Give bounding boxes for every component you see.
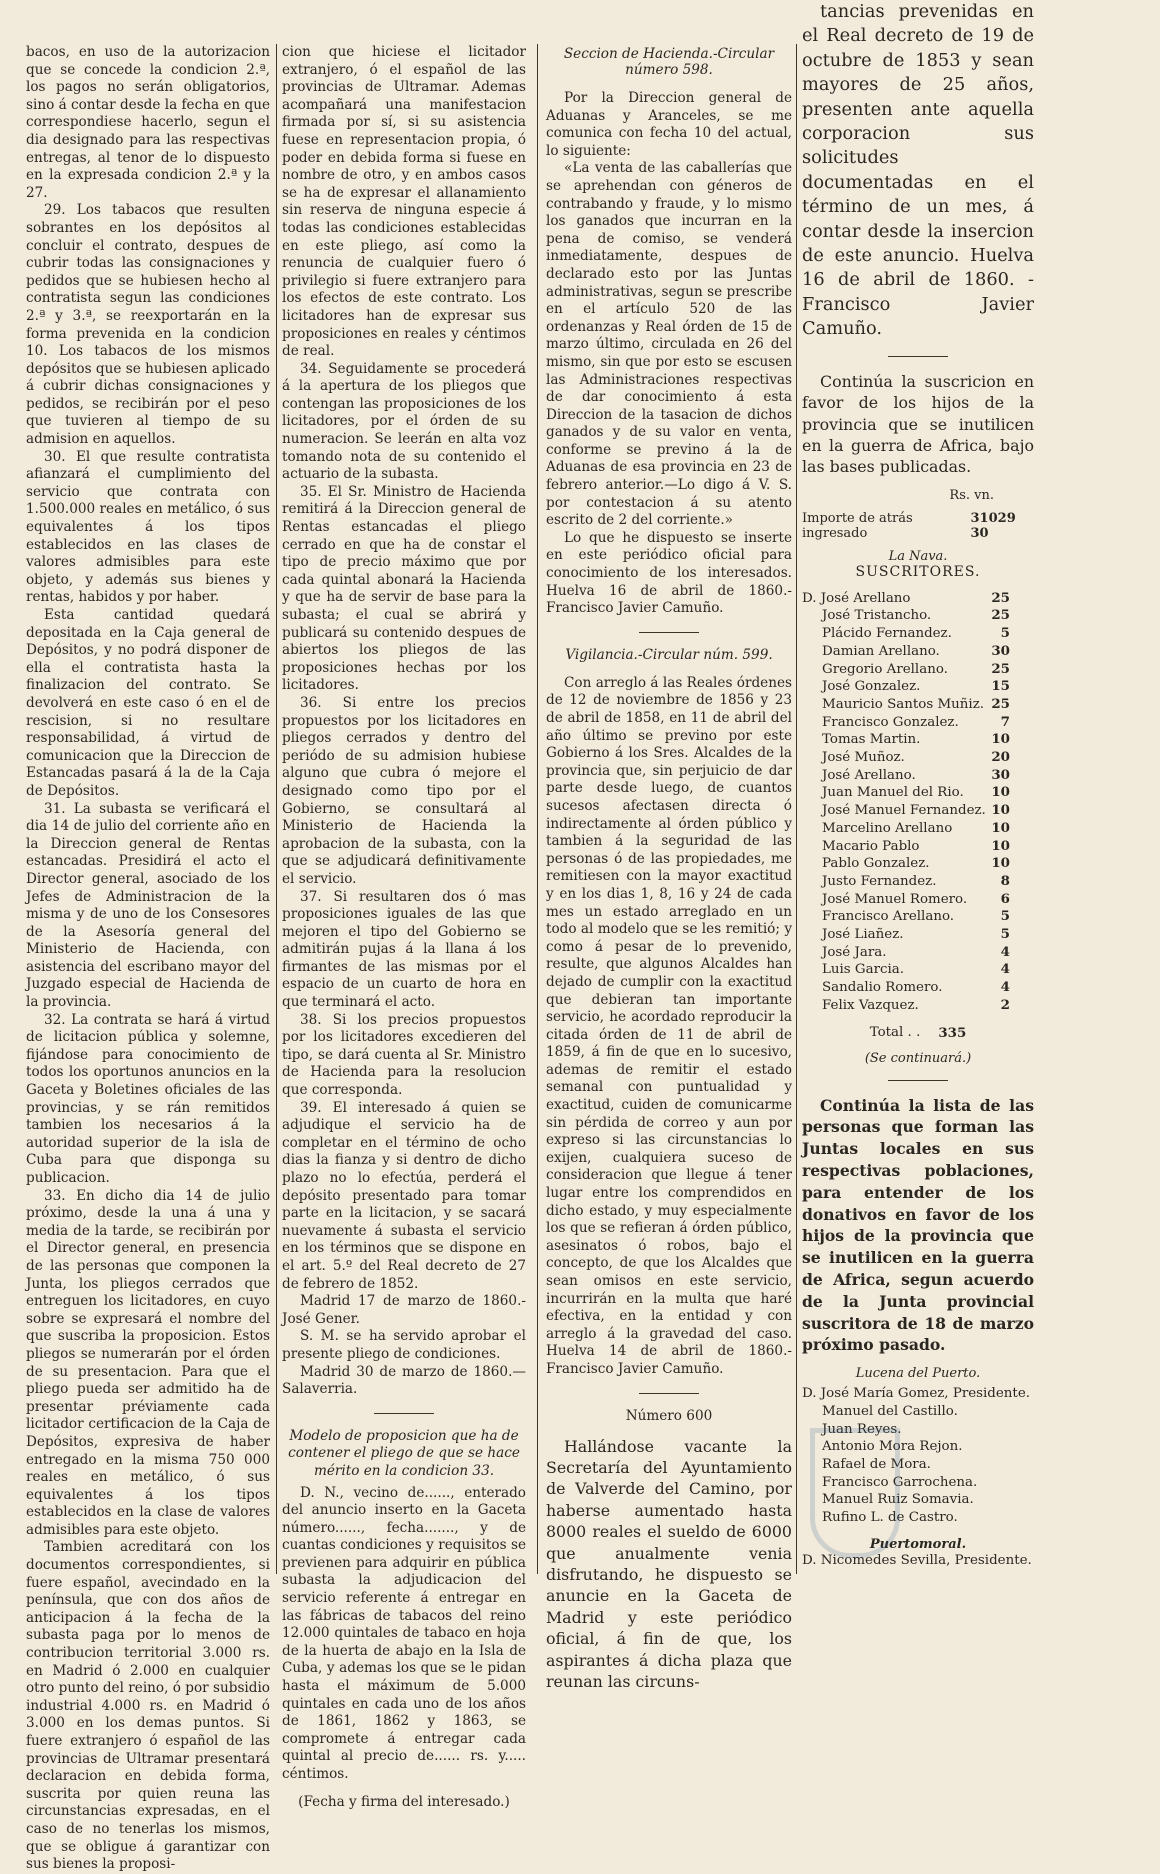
subscriber-amount: 25: [991, 695, 1010, 712]
subscriber-row: [802, 997, 1034, 1015]
archive-watermark: [810, 1418, 1110, 1578]
subscriber-name: José Muñoz.: [822, 750, 905, 766]
subscriber-row: [802, 908, 1034, 926]
subscriber-row: [802, 961, 1034, 979]
subscriber-name: José Manuel Romero.: [822, 891, 968, 907]
importe-label: Importe de atrás ingresado: [802, 510, 913, 541]
subscriber-row: [802, 643, 1034, 661]
paragraph: Esta cantidad quedará depositada en la Caja general de Depósitos, y no podrá disponer de ella el contratista hasta la finalizacion del contrato. Se devolverá en este caso ó en el de rescision, si no resultare responsabilidad, á virtud de comunicacion que la Direccion de Estancadas pasará á la de la Caja de Depósitos.: [26, 607, 270, 799]
subscriber-amount: 10: [991, 802, 1010, 819]
subscriber-amount: 5: [1000, 908, 1010, 925]
subscriber-row: [802, 802, 1034, 820]
subscriber-amount: 4: [1000, 979, 1010, 996]
subscriber-row: [802, 855, 1034, 873]
subscriber-amount: 10: [991, 731, 1010, 748]
subscriber-amount: 10: [991, 784, 1010, 801]
subscriber-amount: 25: [991, 607, 1010, 624]
subscriber-amount: 15: [991, 678, 1010, 695]
junta-member: Manuel Ruiz Somavia.: [822, 1492, 974, 1508]
paragraph: 34. Seguidamente se procederá á la apertura de los pliegos que contengan las proposiciones de los licitadores, por el órden de su numeracion. Se leerán en alta voz tomando nota de su contenido el actuario de la subasta.: [282, 360, 526, 483]
divider: [639, 1393, 699, 1394]
subscriber-name: D. José Arellano: [802, 590, 911, 606]
subscriber-name: José Gonzalez.: [822, 679, 921, 695]
subscribers-list: [802, 590, 1034, 1015]
paragraph: Continúa la suscricion en favor de los hijos de la provincia que se inutilicen en la guerra de Africa, bajo las bases publicadas.: [802, 371, 1034, 477]
subscriber-name: Mauricio Santos Muñiz.: [822, 696, 985, 712]
paragraph: Continúa la lista de las personas que forman las Juntas locales en sus respectivas poblaciones, para entender de los donativos en favor de los hijos de la provincia que se inutilicen en la guerra de Africa, segun acuerdo de la Junta provincial suscritora de 18 de marzo próximo pasado.: [802, 1095, 1034, 1355]
subscriber-name: José Manuel Fernandez.: [822, 803, 986, 819]
paragraph: D. N., vecino de......, enterado del anuncio inserto en la Gaceta número......, fecha......., y de cuantas condiciones y requisitos se previenen para adquirir en pública subasta la adjudicacion del servicio referente á entregar en las fábricas de tabacos del reino 12.000 quintales de tabaco en hoja de la huerta de abajo en la Isla de Cuba, y ademas los que se le pidan hasta el máximum de 5.000 quintales en cada uno de los años de 1861, 1862 y 1863, se compromete á entregar cada quintal al precio de...... rs. y..... céntimos.: [282, 1484, 526, 1782]
column-rule: [276, 44, 277, 1574]
subscriber-amount: 4: [1000, 961, 1010, 978]
paragraph: bacos, en uso de la autorizacion que se concede la condicion 2.ª, los pagos no serán obligatorios, sino á contar desde la fecha en que correspondiese hacerlo, segun el dia designado para las respectivas entregas, al tenor de lo dispuesto en la expresada condicion 2.ª y la 27.: [26, 44, 271, 201]
subscriber-amount: 10: [991, 819, 1010, 836]
junta-member: Rufino L. de Castro.: [822, 1510, 958, 1526]
subscriber-row: [802, 749, 1034, 767]
junta-member: Francisco Garrochena.: [822, 1474, 978, 1490]
paragraph: cion que hiciese el licitador extranjero, ó el español de las provincias de Ultramar. Ademas acompañará una manifestacion firmada por sí, si su asistencia fuese en representacion propia, ó poder en debida forma si fuese en nombre de otro, y en ambos casos se ha de expresar el allanamiento sin reserva de ninguna especie á todas las condiciones establecidas en este pliego, así como la renuncia de cualquier fuero ó privilegio si fuere extranjero para los efectos de este contrato. Los licitadores han de expresar sus proposiciones en reales y céntimos de real.: [282, 44, 526, 360]
subscriber-name: Francisco Gonzalez.: [822, 714, 959, 730]
junta-member: Antonio Mora Rejon.: [822, 1439, 963, 1455]
subscriber-row: [802, 590, 1034, 608]
currency-label: Rs. vn.: [949, 487, 994, 503]
continued-note: (Se continuará.): [864, 1050, 972, 1066]
subscriber-row: [802, 731, 1034, 749]
junta-member: D. Nicomedes Sevilla, Presidente.: [802, 1552, 1032, 1568]
subscriber-row: [802, 784, 1034, 802]
importe-row: [802, 511, 1034, 541]
subscriber-name: Luis Garcia.: [822, 962, 905, 978]
paragraph: 31. La subasta se verificará el dia 14 de julio del corriente año en la Direccion general de Rentas estancadas. Presidirá el acto el Director general, asociado de los Jefes de Administracion de la misma y de uno de los Consesores de la Asesoría general del Ministerio de Hacienda, con asistencia del escribano mayor del Juzgado especial de Hacienda de la provincia.: [26, 800, 270, 1011]
junta-member: Manuel del Castillo.: [822, 1403, 958, 1419]
importe-value: 31029 30: [970, 510, 1016, 541]
subscriber-name: José Tristancho.: [822, 608, 932, 624]
subscriber-name: Pablo Gonzalez.: [822, 856, 930, 872]
subscriber-name: Tomas Martin.: [822, 732, 921, 748]
subscriber-name: Justo Fernandez.: [822, 873, 937, 889]
subscriber-row: [802, 714, 1034, 732]
subscriber-amount: 2: [1000, 996, 1010, 1013]
subscribers-title: SUSCRITORES.: [855, 563, 981, 580]
paragraph: 39. El interesado á quien se adjudique el servicio ha de completar en el término de ocho dias la fianza y si dentro de dicho plazo no lo efectúa, perderá el depósito presentado para tomar parte en la licitacion, y se sacará nuevamente á subasta el servicio en los términos que se dispone en el art. 5.º del Real decreto de 27 de febrero de 1852.: [282, 1099, 526, 1292]
subscriber-name: Gregorio Arellano.: [822, 661, 948, 677]
paragraph: Tambien acreditará con los documentos correspondientes, si fuere español, avecindado en la península, que con dos años de anticipacion á la fecha de la subasta paga por lo menos de contribucion territorial 3.000 rs. en Madrid ó 2.000 en cualquier otro punto del reino, ó por subsidio industrial 4.000 rs. en Madrid ó 3.000 en los demas puntos. Si fuere extranjero ó español de las provincias de Ultramar presentará declaracion en debida forma, suscrita por quien reuna las circunstancias expresadas, en el caso de no tenerlas los mismos, que se obligue á garantizar con sus bienes la proposi-: [26, 1539, 270, 1873]
subscriber-amount: 20: [991, 749, 1010, 766]
total-value: 335: [938, 1024, 967, 1041]
subscriber-amount: 5: [1000, 625, 1010, 642]
paragraph: 36. Si entre los precios propuestos por los licitadores en pliegos cerrados y dentro del periódo de su admision hubiese alguno que cubra ó mejore el designado como tipo por el Gobierno, se consultará al Ministerio de Hacienda la aprobacion de la subasta, con la que se adjudicará definitivamente el servicio.: [282, 694, 526, 887]
subscriber-amount: 25: [991, 589, 1010, 606]
subscriber-row: [802, 625, 1034, 643]
subscriber-row: [802, 838, 1034, 856]
paragraph: 29. Los tabacos que resulten sobrantes en los depósitos al concluir el contrato, despues de cubrir todas las consignaciones y pedidos que se hubiesen hecho al contratista segun las condiciones 2.ª y 3.ª, se reexportarán en la forma prevenida en la condicion 10. Los tabacos de los mismos depósitos que se hubiesen aplicado á cubrir dichas consignaciones y pedidos, se recibirán por el peso que tuvieren al tiempo de su admision en aquellos.: [26, 202, 270, 448]
subscriber-row: [802, 607, 1034, 625]
subscriber-amount: 7: [1000, 713, 1010, 730]
subscriber-row: [802, 873, 1034, 891]
paragraph: (Fecha y firma del interesado.): [298, 1793, 510, 1810]
signature: Madrid 17 de marzo de 1860.-José Gener.: [282, 1293, 526, 1327]
subscriber-row: [802, 820, 1034, 838]
subscriber-amount: 30: [991, 766, 1010, 783]
subscriber-row: [802, 944, 1034, 962]
subscriber-name: Sandalio Romero.: [822, 980, 943, 996]
subscriber-row: [802, 891, 1034, 909]
subscriber-amount: 30: [991, 642, 1010, 659]
subscriber-amount: 25: [991, 660, 1010, 677]
column-1: [26, 44, 270, 1874]
paragraph: «La venta de las caballerías que se aprehendan con géneros de contrabando y fraude, y lo mismo los ganados que incurran en la pena de comiso, se venderá inmediatamente, despues de declarado esto por las Juntas administrativas, segun se prescribe en el artículo 520 de las ordenanzas y Real órden de 15 de marzo último, circulada en 26 del mismo, sin que por esto se escusen las Administraciones respectivas de dar conocimiento á esta Direccion de la tasacion de dichos ganados y de su valor en venta, conforme se previno á la de Aduanas de esa provincia en 23 de febrero anterior.—Lo digo á V. S. por contestacion á su atento escrito de 2 del corriente.»: [546, 160, 792, 529]
subscriber-name: José Arellano.: [822, 767, 916, 783]
paragraph: Lo que he dispuesto se inserte en este periódico oficial para conocimiento de los interesados. Huelva 16 de abril de 1860.-Francisco Javier Camuño.: [546, 529, 792, 617]
total-row: [802, 1025, 1034, 1041]
section-heading: Número 600: [625, 1407, 713, 1424]
junta-member: D. José María Gomez, Presidente.: [802, 1386, 1030, 1402]
subscriber-row: [802, 678, 1034, 696]
paragraph: 37. Si resultaren dos ó mas proposiciones iguales de las que mejoren el tipo del Gobierno se admitirán pujas á la llana á los firmantes de las mismas por el espacio de un cuarto de hora en que terminará el acto.: [282, 888, 526, 1011]
divider: [639, 632, 699, 633]
subscriber-row: [802, 979, 1034, 997]
section-heading: Seccion de Hacienda.-Circular número 598.: [563, 46, 775, 78]
paragraph: 30. El que resulte contratista afianzará el cumplimiento del servicio que contrata con 1.500.000 reales en metálico, ó sus equivalentes á los tipos establecidos en las clases de valores admisibles para este objeto, y además sus bienes y rentas, habidos y por haber.: [26, 448, 270, 606]
subscriber-amount: 6: [1000, 890, 1010, 907]
section-heading: Modelo de proposicion que ha de contener el pliego de que se hace mérito en la condicion 33.: [288, 1427, 520, 1479]
subscriber-name: Francisco Arellano.: [822, 909, 955, 925]
column-4: [802, 1, 1034, 1569]
column-rule: [796, 44, 797, 1574]
subscriber-row: [802, 696, 1034, 714]
subscriber-name: Plácido Fernandez.: [822, 626, 952, 642]
subscriber-name: Juan Manuel del Rio.: [822, 785, 964, 801]
divider: [888, 356, 948, 357]
town-name: La Nava.: [888, 548, 948, 564]
divider: [888, 1080, 948, 1081]
column-2: [282, 44, 526, 1811]
paragraph: Con arreglo á las Reales órdenes de 12 de noviembre de 1856 y 23 de abril de 1858, en 11 de abril del año último se previno por este Gobierno á los Sres. Alcaldes de la provincia que, sin perjuicio de dar parte desde luego, de cuantos sucesos afectasen directa ó indirectamente al órden público y tambien á la seguridad de las personas ó de las propiedades, me remitiesen con la mayor exactitud y en los dias 1, 8, 16 y 24 de cada mes un estado arreglado en un todo al modelo que se les remitió; y como á pesar de lo prevenido, resulte, que algunos Alcaldes han dejado de cumplir con la exactitud que debieran tan importante servicio, he acordado reproducir la citada órden de 11 de abril de 1859, á fin de que en lo sucesivo, ademas de remitir el estado semanal con puntualidad y exactitud, cuiden de comunicarme sin pérdida de correo y aun por expreso si las circunstancias lo exijen, cualquiera suceso de consideracion que llegue á tener lugar entre los comprendidos en dicho estado, y muy especialmente los que se refieran á órden público, asesinatos ó robos, bajo el concepto, de que los Alcaldes que sean omisos en este servicio, incurrirán en la multa que haré efectiva, en la entidad y con arreglo á la gravedad del caso. Huelva 14 de abril de 1860.-Francisco Javier Camuño.: [546, 674, 792, 1377]
subscriber-amount: 8: [1000, 872, 1010, 889]
subscriber-row: [802, 661, 1034, 679]
town-name: Puertomoral.: [869, 1536, 967, 1552]
total-label: Total . .: [869, 1024, 921, 1040]
paragraph: 32. La contrata se hará á virtud de licitacion pública y solemne, fijándose para conocimiento de todos los oportunos anuncios en la Gaceta y Boletines oficiales de las provincias, y se rán remitidos tambien los necesarios á la autoridad superior de la isla de Cuba para que disponga su publicacion.: [26, 1011, 270, 1186]
junta-member: Rafael de Mora.: [822, 1456, 931, 1472]
paragraph: Hallándose vacante la Secretaría del Ayuntamiento de Valverde del Camino, por haberse aumentado hasta 8000 reales el sueldo de 6000 que anualmente venia disfrutando, he dispuesto se anuncie en la Gaceta de Madrid y este periódico oficial, á fin de que, los aspirantes á dicha plaza que reunan las circuns-: [546, 1436, 792, 1692]
paragraph: S. M. se ha servido aprobar el presente pliego de condiciones.: [282, 1328, 526, 1362]
paragraph: 35. El Sr. Ministro de Hacienda remitirá á la Direccion general de Rentas estancadas el pliego cerrado en que ha de constar el tipo de precio máximo que por cada quintal abonará la Hacienda y que ha de servir de base para la subasta; el cual se abrirá y publicará su contenido despues de abiertos los pliegos de las proposiciones hechas por los licitadores.: [282, 483, 526, 694]
subscriber-amount: 10: [991, 855, 1010, 872]
paragraph: 33. En dicho dia 14 de julio próximo, desde la una á una y media de la tarde, se recibirán por el Director general, en presencia de las personas que componen la Junta, los pliegos cerrados que entreguen los licitadores, en cuyo sobre se expresará el nombre del que suscriba la proposicion. Estos pliegos se numerarán por el órden de su presentacion. Para que el pliego pueda ser admitido ha de presentar préviamente cada licitador certificacion de la Caja de Depósitos, expresiva de haber entregado en la misma 750 000 reales en metálico, ó sus equivalentes á los tipos establecidos en la clase de valores admisibles para este objeto.: [26, 1187, 270, 1538]
divider: [374, 1413, 434, 1414]
subscriber-name: Damian Arellano.: [822, 643, 940, 659]
subscriber-amount: 10: [991, 837, 1010, 854]
subscriber-amount: 4: [1000, 943, 1010, 960]
shield-icon: [810, 1428, 900, 1558]
subscriber-row: [802, 926, 1034, 944]
subscriber-name: José Liañez.: [822, 927, 904, 943]
paragraph: Por la Direccion general de Aduanas y Aranceles, se me comunica con fecha 10 del actual, lo siguiente:: [546, 90, 792, 159]
paragraph: tancias prevenidas en el Real decreto de 19 de octubre de 1853 y sean mayores de 25 años, presenten ante aquella corporacion sus solicitudes documentadas en el término de un mes, á contar desde la insercion de este anuncio. Huelva 16 de abril de 1860. -Francisco Javier Camuño.: [802, 1, 1034, 340]
subscriber-name: Felix Vazquez.: [822, 997, 919, 1013]
paragraph: 38. Si los precios propuestos por los licitadores excedieren del tipo, se dará cuenta al Sr. Ministro de Hacienda para la resolucion que corresponda.: [282, 1011, 526, 1099]
subscriber-name: Marcelino Arellano: [822, 820, 953, 836]
town-name: Lucena del Puerto.: [855, 1366, 981, 1382]
subscriber-row: [802, 767, 1034, 785]
signature: Madrid 30 de marzo de 1860.—Salaverria.: [282, 1363, 526, 1398]
subscriber-name: Macario Pablo: [822, 838, 920, 854]
column-3: [546, 44, 792, 1692]
junta-member: Juan Reyes.: [822, 1421, 902, 1437]
subscriber-name: José Jara.: [822, 944, 887, 960]
section-heading: Vigilancia.-Circular núm. 599.: [565, 646, 773, 663]
column-rule: [537, 44, 538, 1574]
subscriber-amount: 5: [1000, 926, 1010, 943]
